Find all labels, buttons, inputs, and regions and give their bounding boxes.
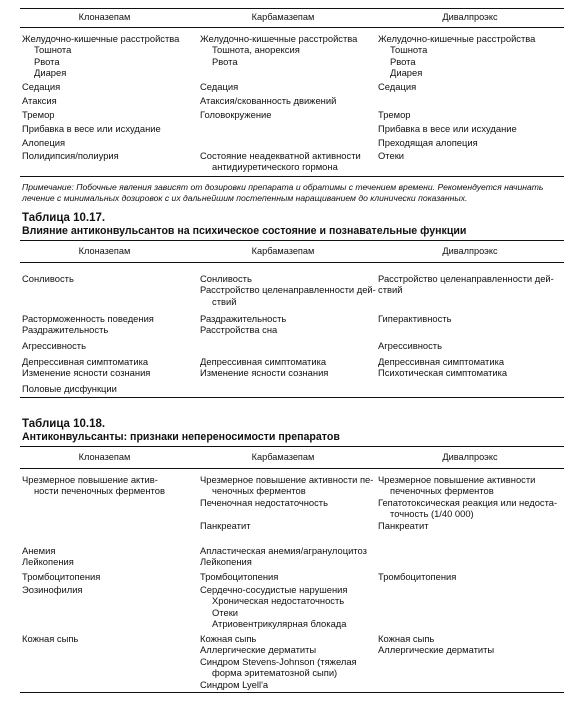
table-cell-line: Состояние неадекватной активности [200,150,361,161]
table1-row-2-col2 [200,95,372,106]
table-cell-line: Седация [378,81,417,92]
table3-header-carbamazepam: Карбамазепам [251,452,315,462]
table-cell-line: Полидипсия/полиурия [22,150,119,161]
table-cell-line: Расстройство целенаправленности дей- [378,273,554,284]
table-cell-line: Атаксия/скованность движений [200,95,337,106]
table1-header-carbamazepam: Карбамазепам [251,12,315,22]
table1-row-1-col2 [200,81,372,92]
table-cell-line: Кожная сыпь [378,633,435,644]
table-cell-line: Прибавка в весе или исхудание [22,123,161,134]
table-cell-line: Тошнота, анорексия [212,44,300,56]
table2-row-2-col3 [378,340,564,351]
table3-top-rule [20,446,564,447]
table-cell-line: Панкреатит [378,519,429,531]
table2-row-1-col3 [378,313,564,324]
table-cell-line: Раздражительность [200,313,287,324]
table1-row-6-col1 [22,150,190,161]
table3-header-rule [20,468,564,469]
table2-row-3-col2 [200,356,372,379]
table3-row-4-col2 [200,633,372,690]
table-cell-line: ности печеночных ферментов [34,485,165,497]
table-cell-line: Панкреатит [200,519,251,531]
table2-header-divalproex: Дивалпроэкс [442,246,498,256]
table-cell-line [200,508,372,519]
table3-title: Антиконвульсанты: признаки непереносимости препаратов [22,431,340,443]
table-cell-line: Отеки [212,606,239,618]
table-cell-line: Раздражительность [22,324,109,336]
table-cell-line: Желудочно-кишечные расстройства [22,33,180,44]
table2-row-3-col1 [22,356,190,379]
table2-top-rule [20,240,564,241]
table1-row-5-col3 [378,137,564,148]
table3-row-2-col3 [378,571,564,582]
table1-footnote: Примечание: Побочные явления зависят от дозировки препарата и обратимы с течением времени. Рекомендуется начинать лечение с минимальных дозировок с их дальнейшим постепенным наращиванием до клинически показанных. [22,182,544,203]
table-cell-line: печеночных ферментов [390,485,494,497]
table-cell-line: Лейкопения [22,556,74,568]
table-cell-line: Гепатотоксическая реакция или недоста- [378,496,558,508]
table2-header-carbamazepam: Карбамазепам [251,246,315,256]
table-cell-line: Чрезмерное повышение активности пе- [200,474,374,485]
table2-bottom-rule [20,397,564,398]
table3-row-0-col1 [22,474,190,497]
table-cell-line: Сердечно-сосудистые нарушения [200,584,348,595]
table1-row-6-col2 [200,150,372,173]
table-cell-line: Чрезмерное повышение актив- [22,474,158,485]
table-cell-line: Прибавка в весе или исхудание [378,123,517,134]
table2-row-1-col2 [200,313,372,336]
table-cell-line: Диарея [390,67,423,79]
table3-bottom-rule [20,692,564,693]
table3-row-0-col3 [378,474,564,531]
table1-row-5-col1 [22,137,190,148]
table-cell-line: Чрезмерное повышение активности [378,474,536,485]
table-cell-line: Седация [22,81,61,92]
table2-number: Таблица 10.17. [22,212,106,224]
table1-row-2-col1 [22,95,190,106]
table-cell-line: Расстройство целенаправленности дей- [200,284,376,296]
table1-header-rule [20,27,564,28]
table-cell-line: Седация [200,81,239,92]
table-cell-line: Синдром Stevens-Johnson (тяжелая [200,655,357,667]
table-cell-line: Рвота [34,55,60,67]
table-cell-line: Тромбоцитопения [200,571,279,582]
table-cell-line: Сонливость [200,273,252,284]
table-cell-line: Депрессивная симптоматика [22,356,149,367]
table-cell-line: Атаксия [22,95,57,106]
table-cell-line: Тошнота [390,44,428,56]
table1-row-6-col3 [378,150,564,161]
table2-header-clonazepam: Клоназепам [78,246,131,256]
table1-bottom-rule [20,176,564,177]
table-cell-line: Сонливость [22,273,74,284]
table-cell-line: Преходящая алопеция [378,137,478,148]
table1-top-rule [20,8,564,9]
table-cell-line: Диарея [34,67,67,79]
table2-row-0-col2 [200,273,376,307]
table1-row-0-col3 [378,33,564,79]
table-cell-line: Лейкопения [200,556,252,568]
table-cell-line: Апластическая анемия/агранулоцитоз [200,545,367,556]
table3-row-0-col2 [200,474,372,531]
table-cell-line: Рвота [390,55,416,67]
table3-row-1-col1 [22,545,190,568]
table-cell-line: ствий [378,284,403,296]
table-cell-line: Гиперактивность [378,313,452,324]
table2-row-4-col1 [22,383,190,394]
table-cell-line: ченочных ферментов [212,485,306,497]
table1-row-0-col1 [22,33,190,79]
table-cell-line: Отеки [378,150,405,161]
table-cell-line: Расторможенность поведения [22,313,154,324]
table3-header-clonazepam: Клоназепам [78,452,131,462]
table-cell-line: Психотическая симптоматика [378,367,508,379]
table-cell-line: Синдром Lyell'а [200,678,269,690]
table-cell-line: Половые дисфункции [22,383,117,394]
table3-row-1-col2 [200,545,372,568]
table-cell-line: Желудочно-кишечные расстройства [378,33,536,44]
table3-row-3-col1 [22,584,190,595]
table3-number: Таблица 10.18. [22,418,106,430]
table2-row-3-col3 [378,356,564,379]
table1-row-3-col1 [22,109,190,120]
table-cell-line: Головокружение [200,109,272,120]
table3-row-3-col2 [200,584,372,630]
table1-row-3-col2 [200,109,372,120]
table3-header-divalproex: Дивалпроэкс [442,452,498,462]
table-cell-line: Атриовентрикулярная блокада [212,618,347,630]
table-cell-line: точность (1/40 000) [390,508,474,520]
table-cell-line: Агрессивность [378,340,442,351]
table-cell-line: Изменение ясности сознания [200,367,329,379]
table3-row-4-col3 [378,633,564,656]
table2-row-0-col3 [378,273,564,296]
table-cell-line: Печеночная недостаточность [200,496,328,508]
table-cell-line: Расстройства сна [200,324,278,336]
table-cell-line: Рвота [212,55,238,67]
table1-row-3-col3 [378,109,564,120]
table-cell-line: Тошнота [34,44,72,56]
table-cell-line: Агрессивность [22,340,86,351]
table-cell-line: антидиуретического гормона [212,161,338,173]
table3-row-4-col1 [22,633,190,644]
table-cell-line: Изменение ясности сознания [22,367,151,379]
table-cell-line: Алопеция [22,137,66,148]
table-cell-line: Депрессивная симптоматика [378,356,505,367]
table2-title: Влияние антиконвульсантов на психическое состояние и познавательные функции [22,225,467,237]
table1-header-clonazepam: Клоназепам [78,12,131,22]
table3-row-2-col1 [22,571,190,582]
table-cell-line: Тромбоцитопения [22,571,101,582]
table2-header-rule [20,262,564,263]
table1-row-0-col2 [200,33,372,67]
table1-row-1-col1 [22,81,190,92]
table3-row-2-col2 [200,571,372,582]
table2-row-2-col1 [22,340,190,351]
table-cell-line: Кожная сыпь [200,633,257,644]
table-cell-line: Хроническая недостаточность [212,595,345,607]
table1-row-4-col1 [22,123,190,134]
table-cell-line: Тромбоцитопения [378,571,457,582]
table-cell-line: Депрессивная симптоматика [200,356,327,367]
table1-row-4-col3 [378,123,564,134]
table2-row-0-col1 [22,273,190,284]
table1-header-divalproex: Дивалпроэкс [442,12,498,22]
table-cell-line: Анемия [22,545,56,556]
table-cell-line: Кожная сыпь [22,633,79,644]
table-cell-line: форма эритематозной сыпи) [212,667,338,679]
table1-row-1-col3 [378,81,564,92]
table2-heading [22,212,466,238]
table-cell-line: Эозинофилия [22,584,83,595]
table-cell-line: Тремор [378,109,411,120]
table2-row-1-col1 [22,313,190,336]
table-cell-line: Тремор [22,109,55,120]
table-cell-line: Аллергические дерматиты [200,644,317,656]
table3-heading [22,418,340,444]
table-cell-line: Аллергические дерматиты [378,644,495,656]
table-cell-line: Желудочно-кишечные расстройства [200,33,358,44]
table-cell-line: ствий [212,295,237,307]
